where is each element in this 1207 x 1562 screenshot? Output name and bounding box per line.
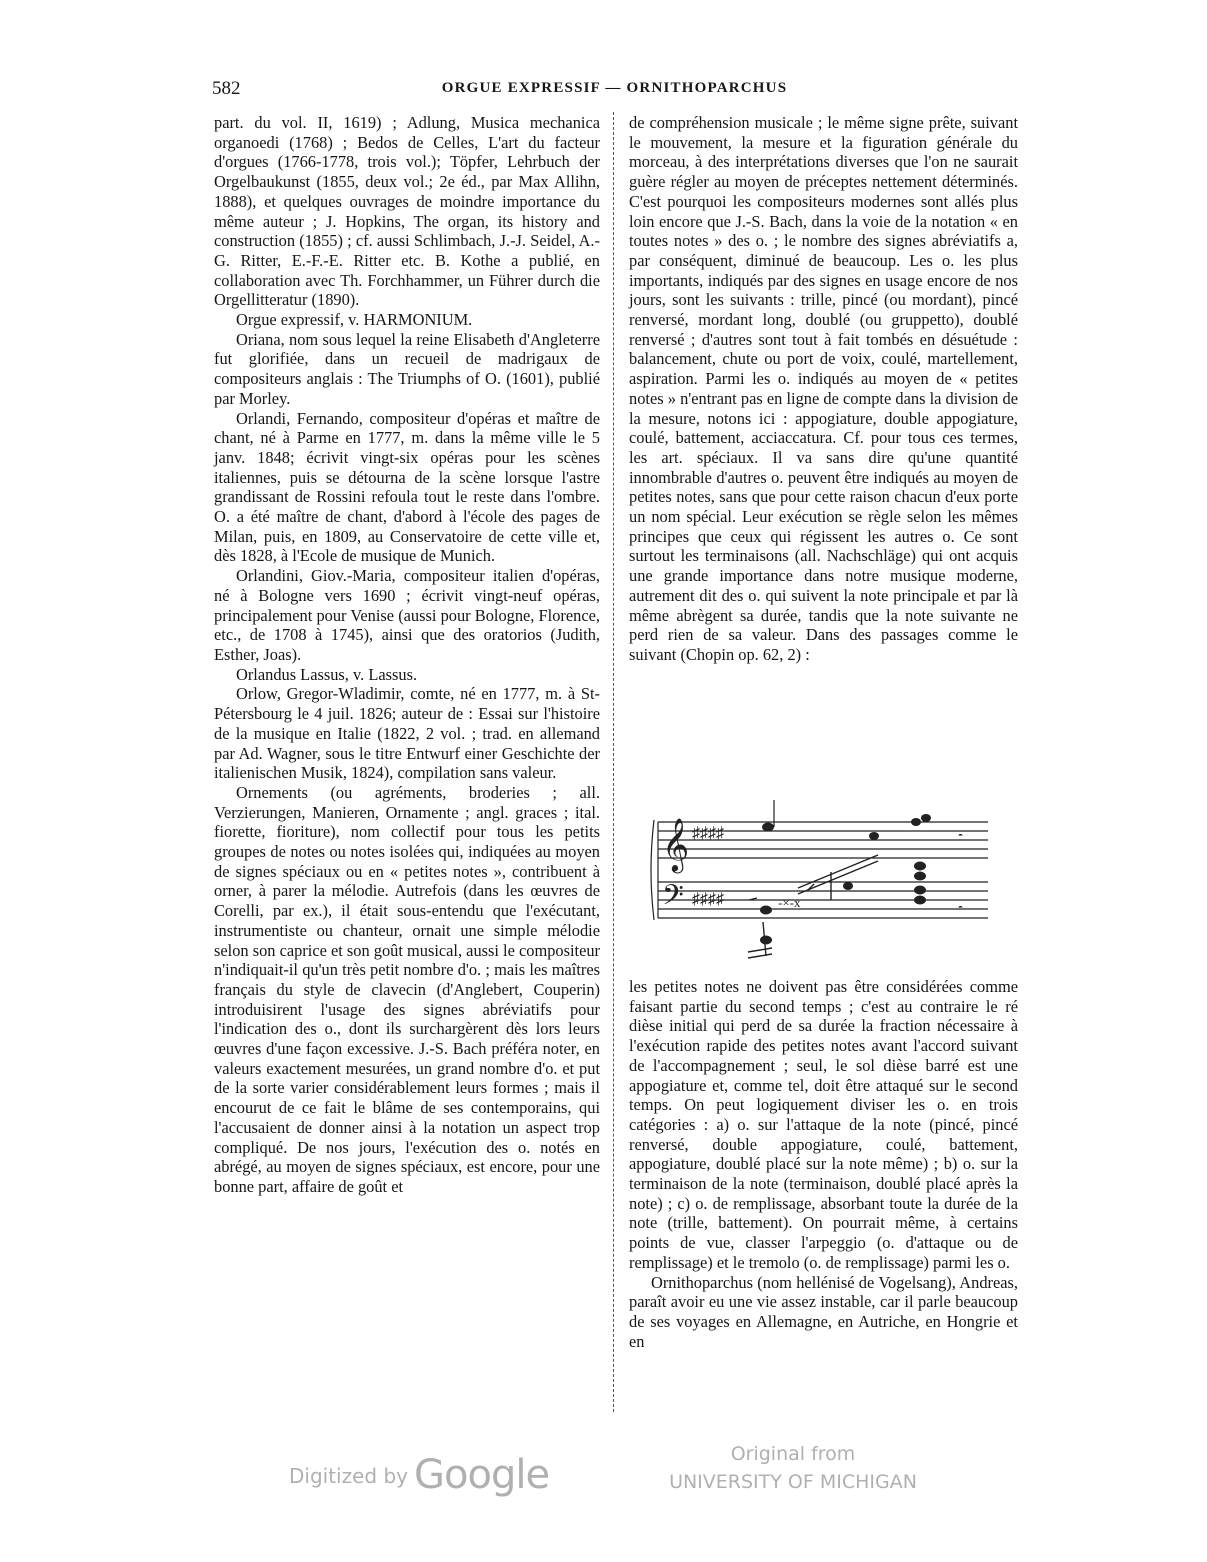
entry-orlandi: Orlandi, Fernando, compositeur d'opéras et maître de chant, né à Parme en 1777, m. dans la même ville le 5 janv. 1848; écrivit vingt-six opéras pour les scènes italiennes, puis se détourna de la scène lorsque l'astre grandissant de Rossini refoula tout le reste dans l'ombre. O. a été maître de chant, d'abord à l'école des pages de Milan, puis, en 1809, au Conservatoire de cette ville et, dès 1828, à l'Ecole de musique de Munich. <box>214 408 600 566</box>
entry-orlow: Orlow, Gregor-Wladimir, comte, né en 1777, m. à St-Pétersbourg le 4 juil. 1826; auteur de : Essai sur l'histoire de la musique en Italie (1822, 2 vol. ; trad. en allemand par Ad. Wagner, sous le titre Entwurf einer Geschichte der italienischen Musik, 1824), compilation sans valeur. <box>214 684 600 783</box>
original-from-line: Original from <box>730 1443 856 1465</box>
entry-orlandus-lassus: Orlandus Lassus, v. Lassus. <box>236 664 418 684</box>
svg-text:𝄼: 𝄼 <box>958 900 963 915</box>
svg-text:𝄞: 𝄞 <box>662 817 690 871</box>
svg-text:-×-x: -×-x <box>778 895 801 910</box>
entry-orlandini: Orlandini, Giov.-Maria, compositeur italien d'opéras, né à Bologne vers 1690 ; écrivit vingt-neuf opéras, principalement pour Venise (aussi pour Bologne, Florence, etc., de 1708 à 1745), ainsi que des oratorios (Judith, Esther, Joas). <box>214 566 600 664</box>
entry-ornithoparchus: Ornithoparchus (nom hellénisé de Vogelsang), Andreas, paraît avoir eu une vie assez instable, car il parle beaucoup de ses voyages en Allemagne, en Autriche, en Hongrie et en <box>629 1272 1018 1351</box>
svg-text:♯♯♯♯: ♯♯♯♯ <box>692 825 724 842</box>
entry-oriana: Oriana, nom sous lequel la reine Elisabeth d'Angleterre fut glorifiée, dans un recueil de madrigaux de compositeurs anglais : The Triumphs of O. (1601), publié par Morley. <box>214 329 600 408</box>
running-header <box>212 78 1017 104</box>
svg-text:𝄢: 𝄢 <box>662 879 684 919</box>
university-line: UNIVERSITY OF MICHIGAN <box>669 1471 917 1493</box>
left-column <box>214 113 600 1197</box>
entry-orgue-expressif: Orgue expressif, v. HARMONIUM. <box>236 310 473 330</box>
google-logo: Google <box>414 1452 550 1498</box>
paragraph-ornements-after-example: les petites notes ne doivent pas être considérées comme faisant partie du second temps ; c'est au contraire le ré dièse initial qui perd de sa durée la fraction nécessaire à l'exécution rapide des petites notes avant l'accord suivant de l'accompagnement ; seul, le sol dièse barré est une appogiature et, comme tel, doit être attaqué sur le second temps. On peut logiquement diviser les o. en trois catégories : a) o. sur l'attaque de la note (pincé, pincé renversé, double appogiature, coulé, battement, appogiature, doublé placé sur la note même) ; b) o. sur la terminaison de la note (terminaison, doublé placé après la note) ; c) o. de remplissage, absorbant toute la durée de la note (trille, battement). On pourrait même, à certains points de vue, classer l'arpeggio (o. d'attaque ou de remplissage) et le tremolo (o. de remplissage) parmi les o. <box>629 977 1018 1272</box>
right-column <box>629 113 1018 665</box>
entry-ornements: Ornements (ou agréments, broderies ; all. Verzierungen, Manieren, Ornamente ; angl. graces ; ital. fiorette, fioriture), nom collectif pour tous les petits groupes de notes ou notes isolées qui, indiquées au moyen de signes spéciaux ou en « petites notes », contribuent à orner, à parer la mélodie. Autrefois (dans les œuvres de Corelli, par ex.), il était sous-entendu que l'exécutant, instrumentiste ou chanteur, ornait une simple mélodie selon son caprice et son goût musical, aussi le compositeur n'indiquait-il qu'un très petit nombre d'o. ; mais les maîtres français du style de clavecin (d'Anglebert, Couperin) introduisirent l'usage des signes abréviatifs pour l'indication des o., dont ils surchargèrent dès lors leurs œuvres d'une façon excessive. J.-S. Bach préféra noter, en valeurs exactement mesurées, un grand nombre d'o. et put de la sorte varier considérablement leurs formes ; mais il encourut de ce fait le blâme de ses contemporains, qui l'accusaient de donner ainsi à la notation un aspect trop compliqué. De nos jours, l'exécution des o. notés en abrégé, au moyen de signes spéciaux, est encore, pour une bonne part, affaire de goût et <box>214 782 601 1196</box>
page-number: 582 <box>212 78 241 99</box>
digitized-prefix: Digitized by <box>289 1464 408 1488</box>
digitization-footer <box>0 1440 1207 1500</box>
column-divider <box>613 112 614 1412</box>
music-example-chopin <box>648 800 1018 970</box>
right-column-after-music <box>629 977 1018 1351</box>
paragraph-orgue-continued: part. du vol. II, 1619) ; Adlung, Musica mechanica organoedi (1768) ; Bedos de Celles, L'art du facteur d'orgues (1766-1778, trois vol.); Töpfer, Lehrbuch der Orgelbaukunst (1855, deux vol.; 2e éd., par Max Allihn, 1888), et quelques ouvrages de moindre importance du même auteur ; J. Hopkins, The organ, its history and construction (1855) ; cf. aussi Schlimbach, J.-J. Seidel, A.-G. Ritter, E.-F.-E. Ritter etc. B. Kothe a publié, en collaboration avec Th. Forchhammer, un Führer durch die Orgellitteratur (1890). <box>214 113 600 310</box>
paragraph-ornements-continued: de compréhension musicale ; le même signe prête, suivant le mouvement, la mesure et la figuration générale du morceau, à des interprétations diverses que l'on ne saurait guère régler au moyen de préceptes nettement déterminés. C'est pourquoi les compositeurs modernes sont allés plus loin encore que J.-S. Bach, dans la voie de la notation « en toutes notes » des o. ; le nombre des signes abréviatifs a, par conséquent, diminué de beaucoup. Les o. les plus importants, indiqués par des signes en usage encore de nos jours, sont les suivants : trille, pincé (ou mordant), pincé renversé, mordant long, doublé (ou gruppetto), doublé renversé ; d'autres sont tout à fait tombés en désuétude : balancement, chute ou port de voix, coulé, martellement, aspiration. Parmi les o. indiqués au moyen de « petites notes » n'entrant pas en ligne de compte dans la division de la mesure, notons ici : appogiature, double appogiature, coulé, battement, acciaccatura. Cf. pour tous ces termes, les art. spéciaux. Il va sans dire qu'une quantité innombrable d'autres o. peuvent être indiqués au moyen de petites notes, sans que pour cette raison chacun d'eux porte un nom spécial. Leur exécution se règle selon les mêmes principes que ceux qui régissent les autres o. Ce sont surtout les terminaisons (all. Nachschläge) qui ont acquis une grande importance dans notre musique moderne, autrement dit des o. qui suivent la note principale et par là même abrègent sa durée, tandis que la note suivante ne perd rien de sa valeur. Dans des passages comme le suivant (Chopin op. 62, 2) : <box>629 113 1018 664</box>
digitized-by-google <box>289 1452 549 1498</box>
svg-text:♯♯♯♯: ♯♯♯♯ <box>692 891 724 908</box>
svg-text:𝄼: 𝄼 <box>958 828 963 843</box>
running-title: ORGUE EXPRESSIF — ORNITHOPARCHUS <box>441 80 788 96</box>
original-source <box>668 1440 918 1496</box>
